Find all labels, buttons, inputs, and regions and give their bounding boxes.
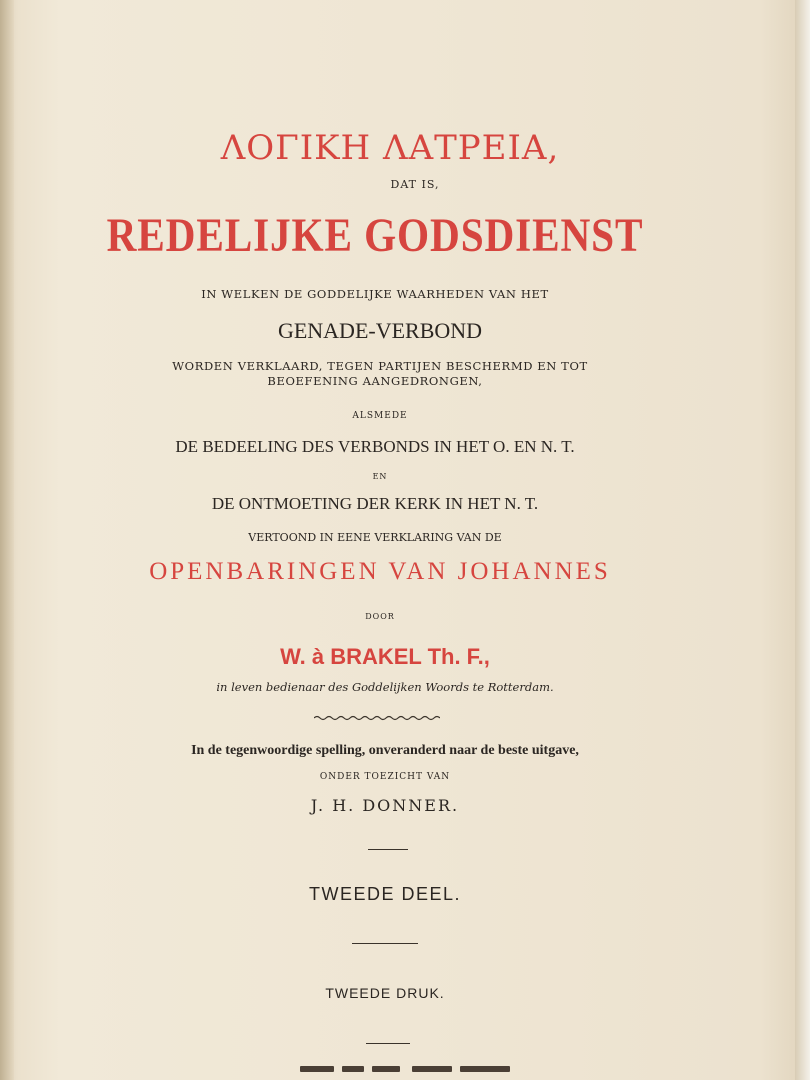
edition-label: TWEEDE DRUK. [325,985,445,1001]
subtitle-worden-line2: BEOEFENING AANGEDRONGEN, [267,374,483,388]
genade-verbond-heading: GENADE-VERBOND [277,318,483,343]
greek-title: ΛΟΓΙΚΗ ΛΑΤΡΕΙΑ, [220,128,560,168]
wavy-ornament-divider [314,714,440,722]
en-line: EN [372,472,388,481]
dat-is-line: DAT IS, [390,178,440,191]
short-rule-divider [366,1043,410,1044]
subtitle-in-welken: IN WELKEN DE GODDELIJKE WAARHEDEN VAN HET [201,287,549,301]
subtitle-worden-line1: WORDEN VERKLAARD, TEGEN PARTIJEN BESCHERMD EN TOT [172,359,588,373]
short-rule-divider [368,849,408,850]
ontmoeting-heading: DE ONTMOETING DER KERK IN HET N. T. [211,494,539,513]
vertoond-line: VERTOOND IN EENE VERKLARING VAN DE [248,531,502,544]
volume-label: TWEEDE DEEL. [308,884,462,904]
alsmede-line: ALSMEDE [352,411,408,421]
spelling-line: In de tegenwoordige spelling, onveranderd naar de beste uitgave, [191,743,579,758]
openbaringen-heading: OPENBARINGEN VAN JOHANNES [149,558,611,585]
main-title: REDELIJKE GODSDIENST [106,209,644,262]
onder-toezicht-line: ONDER TOEZICHT VAN [319,772,451,782]
door-line: DOOR [365,612,395,621]
cropped-publisher-text [300,1066,520,1086]
bedeeling-heading: DE BEDEELING DES VERBONDS IN HET O. EN N. T. [175,437,575,456]
short-rule-divider [352,943,418,944]
page-right-margin [795,0,810,1080]
author-note: in leven bedienaar des Goddelijken Woords te Rotterdam. [216,680,554,694]
editor-name: J. H. DONNER. [310,796,460,815]
author-name: W. à BRAKEL Th. F., [280,644,490,669]
